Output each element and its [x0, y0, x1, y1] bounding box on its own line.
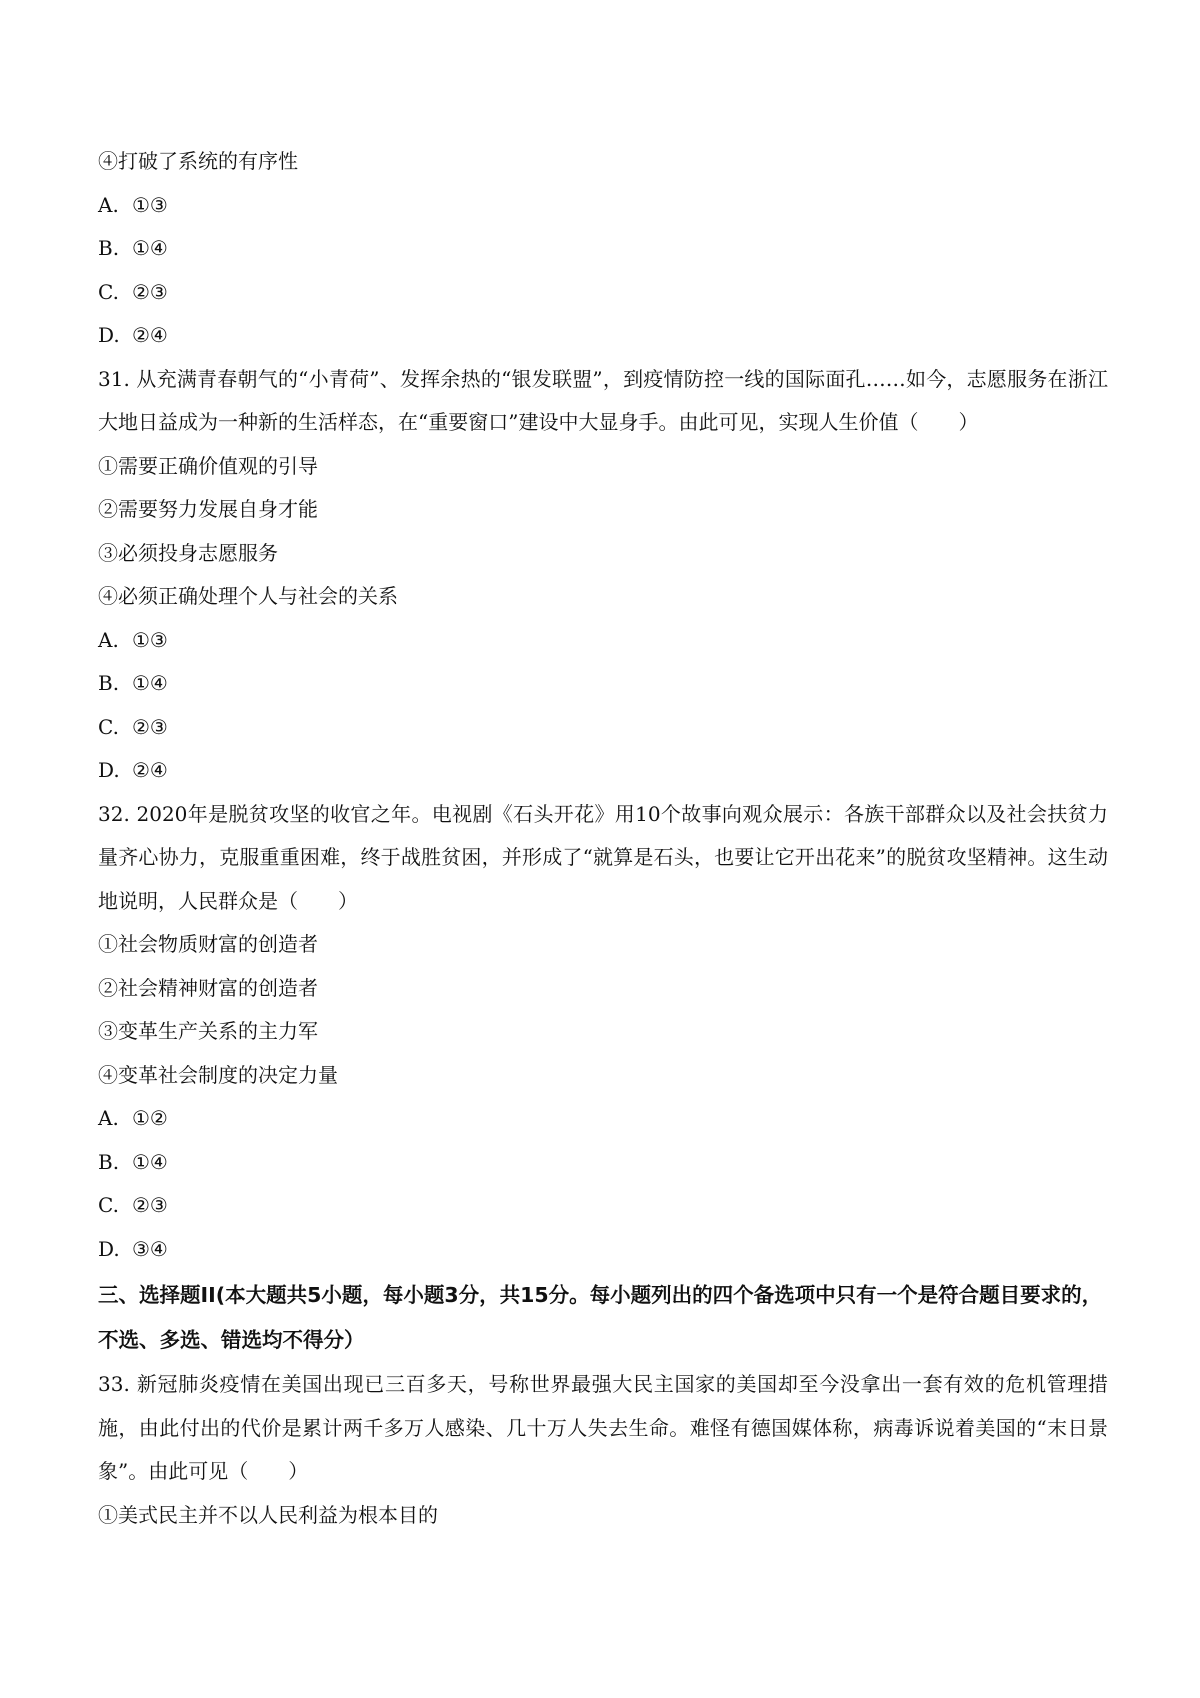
option-letter: D. [98, 323, 120, 347]
q31-stem: 31. 从充满青春朝气的“小青荷”、发挥余热的“银发联盟”，到疫情防控一线的国际面孔……如今，志愿服务在浙江大地日益成为一种新的生活样态，在“重要窗口”建设中大显身手。由此可见，实现人生价值（ ） [98, 366, 1108, 434]
option-letter: C. [98, 714, 119, 739]
q31-item-3: ③必须投身志愿服务 [98, 540, 278, 565]
q33-item-1: ①美式民主并不以人民利益为根本目的 [98, 1502, 438, 1527]
q30-option-b[interactable] [98, 227, 1108, 271]
option-letter: B. [98, 671, 120, 695]
option-letter: C. [98, 1193, 119, 1217]
option-text: ②③ [132, 1193, 168, 1217]
option-text: ①② [132, 1106, 168, 1130]
q32-item-3: ③变革生产关系的主力军 [98, 1019, 318, 1043]
option-text: ②③ [132, 279, 168, 304]
q32-item-2: ②社会精神财富的创造者 [98, 975, 318, 1000]
option-letter: C. [98, 279, 119, 304]
option-text: ①③ [132, 627, 168, 652]
document-page [98, 140, 1108, 1537]
option-text: ①④ [132, 1149, 168, 1174]
q32-item-1: ①社会物质财富的创造者 [98, 932, 318, 956]
q31-option-b[interactable] [98, 662, 1108, 706]
q32-option-c[interactable] [98, 1184, 1108, 1228]
q32-option-d[interactable] [98, 1228, 1108, 1272]
option-letter: D. [98, 1236, 120, 1261]
option-letter: A. [98, 1106, 119, 1130]
option-text: ①④ [132, 671, 168, 695]
option-text: ②④ [132, 758, 168, 782]
option-text: ②④ [132, 323, 168, 347]
q32-item-4: ④变革社会制度的决定力量 [98, 1062, 338, 1087]
q31-option-a[interactable] [98, 619, 1108, 663]
section-heading: 三、选择题II(本大题共5小题，每小题3分，共15分。每小题列出的四个备选项中只有一个是符合题目要求的，不选、多选、错选均不得分） [98, 1283, 1103, 1352]
option-text: ①④ [132, 236, 168, 260]
q31-item-2: ②需要努力发展自身才能 [98, 497, 318, 521]
q32-option-a[interactable] [98, 1097, 1108, 1141]
q31-option-d[interactable] [98, 749, 1108, 793]
option-text: ③④ [132, 1236, 168, 1261]
option-letter: B. [98, 1149, 120, 1174]
q30-option-d[interactable] [98, 314, 1108, 358]
q31-item-1: ①需要正确价值观的引导 [98, 453, 318, 478]
q32-option-b[interactable] [98, 1141, 1108, 1185]
q31-option-c[interactable] [98, 706, 1108, 750]
option-text: ②③ [132, 714, 168, 739]
q32-stem: 32. 2020年是脱贫攻坚的收官之年。电视剧《石头开花》用10个故事向观众展示：各族干部群众以及社会扶贫力量齐心协力，克服重重困难，终于战胜贫困，并形成了“就算是石头，也要让它开出花来”的脱贫攻坚精神。这生动地说明，人民群众是（ ） [98, 801, 1108, 913]
q30-option-a[interactable] [98, 184, 1108, 228]
option-letter: B. [98, 236, 120, 260]
q31-item-4: ④必须正确处理个人与社会的关系 [98, 584, 398, 608]
q30-item-4: ④打破了系统的有序性 [98, 149, 298, 173]
option-letter: D. [98, 758, 120, 782]
option-text: ①③ [132, 192, 168, 217]
q33-stem: 33. 新冠肺炎疫情在美国出现已三百多天，号称世界最强大民主国家的美国却至今没拿出一套有效的危机管理措施，由此付出的代价是累计两千多万人感染、几十万人失去生命。难怪有德国媒体称，病毒诉说着美国的“末日景象”。由此可见（ ） [98, 1372, 1108, 1483]
option-letter: A. [98, 627, 119, 652]
option-letter: A. [98, 192, 119, 217]
q30-option-c[interactable] [98, 271, 1108, 315]
